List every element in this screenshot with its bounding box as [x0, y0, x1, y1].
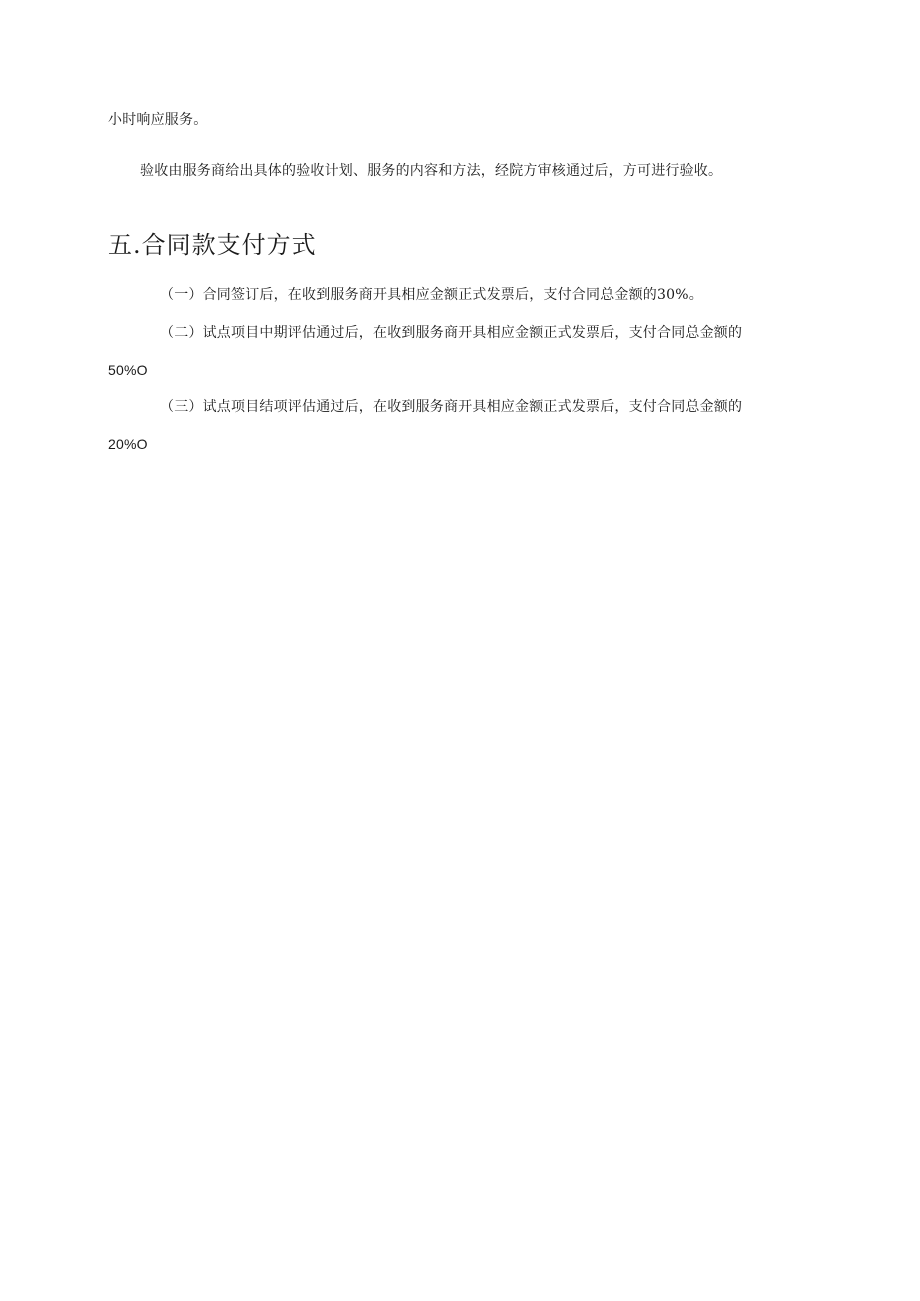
section-title: 五.合同款支付方式 — [108, 231, 317, 259]
payment-item-3: （三）试点项目结项评估通过后，在收到服务商开具相应金额正式发票后，支付合同总金额的 — [160, 399, 743, 415]
payment-item-2: （二）试点项目中期评估通过后，在收到服务商开具相应金额正式发票后，支付合同总金额的 — [160, 325, 743, 341]
acceptance-paragraph: 验收由服务商给出具体的验收计划、服务的内容和方法，经院方审核通过后，方可进行验收。 — [140, 163, 723, 179]
payment-item-2-continuation: 50%O — [108, 362, 148, 378]
previous-paragraph-tail: 小时响应服务。 — [108, 112, 208, 128]
payment-item-3-continuation: 20%O — [108, 436, 148, 452]
payment-item-1: （一）合同签订后，在收到服务商开具相应金额正式发票后，支付合同总金额的30%。 — [160, 287, 703, 303]
